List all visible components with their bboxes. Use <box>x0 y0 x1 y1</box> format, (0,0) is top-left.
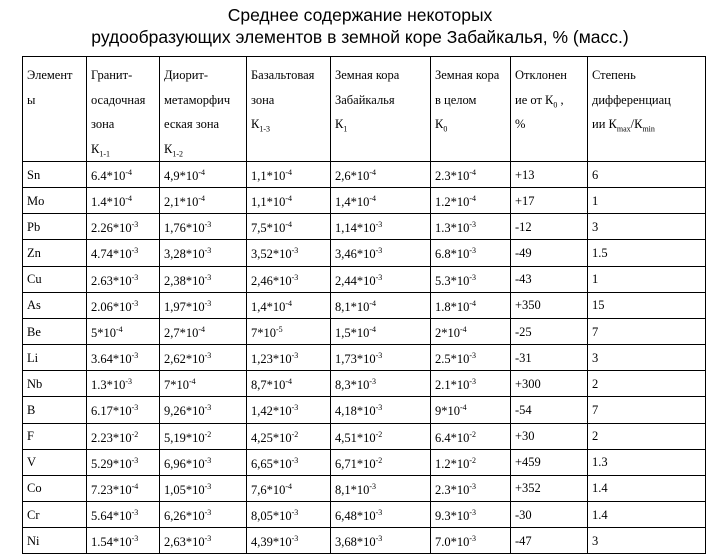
concentration-cell: $8,7*10^{-4}$ <box>247 371 331 397</box>
element-symbol: Sn <box>23 162 87 188</box>
concentration-cell: $1.54*10^{-3}$ <box>87 528 160 554</box>
differentiation-cell: 1 <box>588 188 706 214</box>
concentration-cell: $7.0*10^{-3}$ <box>431 528 511 554</box>
concentration-cell: $1,76*10^{-3}$ <box>160 214 247 240</box>
concentration-cell: $1,4*10^{-4}$ <box>331 188 431 214</box>
deviation-cell: -54 <box>511 397 588 423</box>
header-diorite-zone: Диорит- метаморфич еская зона $К_{1-2}$ <box>160 57 247 162</box>
concentration-cell: $2,62*10^{-3}$ <box>160 345 247 371</box>
deviation-cell: -25 <box>511 318 588 344</box>
concentration-cell: $8,05*10^{-3}$ <box>247 502 331 528</box>
concentration-cell: $1,1*10^{-4}$ <box>247 162 331 188</box>
concentration-cell: $2.3*10^{-4}$ <box>431 162 511 188</box>
element-symbol: Cu <box>23 266 87 292</box>
deviation-cell: +30 <box>511 423 588 449</box>
deviation-cell: +350 <box>511 292 588 318</box>
concentration-cell: $2,7*10^{-4}$ <box>160 318 247 344</box>
element-symbol: V <box>23 449 87 475</box>
concentration-cell: $3.64*10^{-3}$ <box>87 345 160 371</box>
table-body <box>23 162 706 554</box>
concentration-cell: $7*10^{-5}$ <box>247 318 331 344</box>
differentiation-cell: 3 <box>588 345 706 371</box>
concentration-cell: $2.23*10^{-2}$ <box>87 423 160 449</box>
concentration-cell: $7,6*10^{-4}$ <box>247 475 331 501</box>
concentration-cell: $2*10^{-4}$ <box>431 318 511 344</box>
concentration-cell: $9,26*10^{-3}$ <box>160 397 247 423</box>
concentration-cell: $6,71*10^{-2}$ <box>331 449 431 475</box>
table-row <box>23 449 706 475</box>
concentration-cell: $2,44*10^{-3}$ <box>331 266 431 292</box>
concentration-cell: $1,73*10^{-3}$ <box>331 345 431 371</box>
differentiation-cell: 2 <box>588 371 706 397</box>
deviation-cell: -12 <box>511 214 588 240</box>
concentration-cell: $4,18*10^{-3}$ <box>331 397 431 423</box>
concentration-cell: $1.8*10^{-4}$ <box>431 292 511 318</box>
concentration-cell: $2,38*10^{-3}$ <box>160 266 247 292</box>
concentration-cell: $8,3*10^{-3}$ <box>331 371 431 397</box>
concentration-cell: $1,1*10^{-4}$ <box>247 188 331 214</box>
title-line-2: рудообразующих элементов в земной коре Забайкалья, % (масс.) <box>91 27 629 47</box>
deviation-cell: +352 <box>511 475 588 501</box>
differentiation-cell: 3 <box>588 214 706 240</box>
concentration-cell: $8,1*10^{-4}$ <box>331 292 431 318</box>
concentration-cell: $3,46*10^{-3}$ <box>331 240 431 266</box>
table-row <box>23 371 706 397</box>
deviation-cell: +459 <box>511 449 588 475</box>
concentration-cell: $4.74*10^{-3}$ <box>87 240 160 266</box>
concentration-cell: $7*10^{-4}$ <box>160 371 247 397</box>
header-basalt-zone: Базальтовая зона $К_{1-3}$ <box>247 57 331 162</box>
element-symbol: Nb <box>23 371 87 397</box>
deviation-cell: -31 <box>511 345 588 371</box>
concentration-cell: $6,65*10^{-3}$ <box>247 449 331 475</box>
differentiation-cell: 1.4 <box>588 475 706 501</box>
element-symbol: B <box>23 397 87 423</box>
differentiation-cell: 1 <box>588 266 706 292</box>
concentration-cell: $1,4*10^{-4}$ <box>247 292 331 318</box>
concentration-cell: $8,1*10^{-3}$ <box>331 475 431 501</box>
concentration-cell: $1,14*10^{-3}$ <box>331 214 431 240</box>
concentration-cell: $6.4*10^{-2}$ <box>431 423 511 449</box>
deviation-cell: +17 <box>511 188 588 214</box>
table-row <box>23 214 706 240</box>
table-row <box>23 292 706 318</box>
header-row <box>23 57 706 162</box>
concentration-cell: $5.3*10^{-3}$ <box>431 266 511 292</box>
concentration-cell: $6,26*10^{-3}$ <box>160 502 247 528</box>
concentration-cell: $2,1*10^{-4}$ <box>160 188 247 214</box>
table-row <box>23 162 706 188</box>
concentration-cell: $6,96*10^{-3}$ <box>160 449 247 475</box>
table-row <box>23 528 706 554</box>
concentration-cell: $3,28*10^{-3}$ <box>160 240 247 266</box>
table-row <box>23 423 706 449</box>
element-symbol: Mo <box>23 188 87 214</box>
concentration-cell: $1.3*10^{-3}$ <box>431 214 511 240</box>
concentration-cell: $2,6*10^{-4}$ <box>331 162 431 188</box>
concentration-cell: $3,68*10^{-3}$ <box>331 528 431 554</box>
table-row <box>23 397 706 423</box>
table-row <box>23 240 706 266</box>
concentration-cell: $2.3*10^{-3}$ <box>431 475 511 501</box>
concentration-cell: $2.26*10^{-3}$ <box>87 214 160 240</box>
header-deviation: Отклонен ие от $К_0$ , % <box>511 57 588 162</box>
table-row <box>23 318 706 344</box>
concentration-cell: $6.8*10^{-3}$ <box>431 240 511 266</box>
concentration-cell: $1,5*10^{-4}$ <box>331 318 431 344</box>
concentration-cell: $9.3*10^{-3}$ <box>431 502 511 528</box>
document-title <box>0 4 720 48</box>
concentration-cell: $4,9*10^{-4}$ <box>160 162 247 188</box>
deviation-cell: -30 <box>511 502 588 528</box>
differentiation-cell: 6 <box>588 162 706 188</box>
concentration-cell: $6,48*10^{-3}$ <box>331 502 431 528</box>
concentration-cell: $2.06*10^{-3}$ <box>87 292 160 318</box>
table-row <box>23 266 706 292</box>
concentration-cell: $7,5*10^{-4}$ <box>247 214 331 240</box>
deviation-cell: -43 <box>511 266 588 292</box>
concentration-cell: $2.5*10^{-3}$ <box>431 345 511 371</box>
deviation-cell: +13 <box>511 162 588 188</box>
concentration-cell: $1,05*10^{-3}$ <box>160 475 247 501</box>
concentration-cell: $4,51*10^{-2}$ <box>331 423 431 449</box>
element-symbol: Be <box>23 318 87 344</box>
title-line-1: Среднее содержание некоторых <box>227 5 493 25</box>
element-symbol: Li <box>23 345 87 371</box>
table-row <box>23 475 706 501</box>
element-symbol: F <box>23 423 87 449</box>
differentiation-cell: 15 <box>588 292 706 318</box>
concentration-cell: $5.64*10^{-3}$ <box>87 502 160 528</box>
deviation-cell: -47 <box>511 528 588 554</box>
concentration-cell: $1.3*10^{-3}$ <box>87 371 160 397</box>
differentiation-cell: 2 <box>588 423 706 449</box>
element-symbol: As <box>23 292 87 318</box>
element-content-table <box>22 56 706 554</box>
concentration-cell: $1,23*10^{-3}$ <box>247 345 331 371</box>
deviation-cell: +300 <box>511 371 588 397</box>
element-symbol: Pb <box>23 214 87 240</box>
header-granite-zone: Гранит- осадочная зона $К_{1-1}$ <box>87 57 160 162</box>
element-symbol: Co <box>23 475 87 501</box>
element-symbol: Ni <box>23 528 87 554</box>
concentration-cell: $7.23*10^{-4}$ <box>87 475 160 501</box>
element-symbol: Zn <box>23 240 87 266</box>
header-zabaikalye-crust: Земная кора Забайкалья $К_1$ <box>331 57 431 162</box>
differentiation-cell: 3 <box>588 528 706 554</box>
differentiation-cell: 1.4 <box>588 502 706 528</box>
concentration-cell: $1,42*10^{-3}$ <box>247 397 331 423</box>
concentration-cell: $5.29*10^{-3}$ <box>87 449 160 475</box>
concentration-cell: $2.1*10^{-3}$ <box>431 371 511 397</box>
table-row <box>23 502 706 528</box>
concentration-cell: $1.2*10^{-4}$ <box>431 188 511 214</box>
concentration-cell: $4,25*10^{-2}$ <box>247 423 331 449</box>
concentration-cell: $5*10^{-4}$ <box>87 318 160 344</box>
concentration-cell: $2.63*10^{-3}$ <box>87 266 160 292</box>
concentration-cell: $3,52*10^{-3}$ <box>247 240 331 266</box>
concentration-cell: $1,97*10^{-3}$ <box>160 292 247 318</box>
differentiation-cell: 7 <box>588 318 706 344</box>
differentiation-cell: 7 <box>588 397 706 423</box>
table-row <box>23 188 706 214</box>
concentration-cell: $4,39*10^{-3}$ <box>247 528 331 554</box>
deviation-cell: -49 <box>511 240 588 266</box>
header-differentiation: Степень дифференциац ии $К_{max}/К_{min}$ <box>588 57 706 162</box>
concentration-cell: $2,46*10^{-3}$ <box>247 266 331 292</box>
header-element: Элемент ы <box>23 57 87 162</box>
concentration-cell: $5,19*10^{-2}$ <box>160 423 247 449</box>
differentiation-cell: 1.3 <box>588 449 706 475</box>
concentration-cell: $1.4*10^{-4}$ <box>87 188 160 214</box>
table-row <box>23 345 706 371</box>
concentration-cell: $6.4*10^{-4}$ <box>87 162 160 188</box>
concentration-cell: $9*10^{-4}$ <box>431 397 511 423</box>
concentration-cell: $6.17*10^{-3}$ <box>87 397 160 423</box>
header-earth-crust-total: Земная кора в целом $К_0$ <box>431 57 511 162</box>
differentiation-cell: 1.5 <box>588 240 706 266</box>
element-symbol: Cr <box>23 502 87 528</box>
concentration-cell: $1.2*10^{-2}$ <box>431 449 511 475</box>
concentration-cell: $2,63*10^{-3}$ <box>160 528 247 554</box>
